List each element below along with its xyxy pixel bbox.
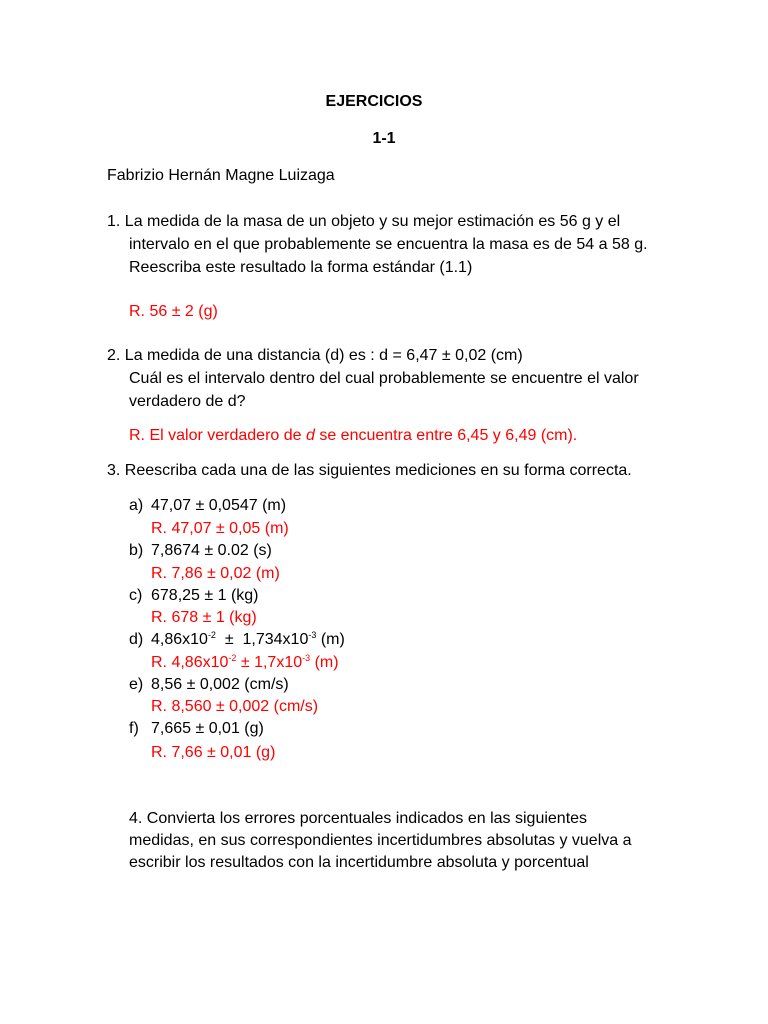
q1-line-2: intervalo en el que probablemente se encuentra la masa es de 54 a 58 g. <box>129 236 648 253</box>
q3-item-d-measure-part-3: (m) <box>316 631 345 648</box>
q1-line-3: Reescriba este resultado la forma estándar (1.1) <box>129 259 473 276</box>
q3-item-d-answer-exponent-1: -2 <box>228 653 237 663</box>
q4-line-1: 4. Convierta los errores porcentuales indicados en las siguientes <box>129 810 588 827</box>
q3-item-d-answer-part-2: ± 1,7x10 <box>236 654 303 671</box>
q3-item-f <box>129 718 264 740</box>
q3-item-f-measure: 7,665 ± 0,01 (g) <box>151 720 264 737</box>
q3-item-a-label: a) <box>129 497 144 514</box>
q3-item-f-answer: R. 7,66 ± 0,01 (g) <box>151 744 276 761</box>
q2-answer-pre: R. El valor verdadero de <box>129 427 306 444</box>
document-subtitle: 1-1 <box>372 130 396 147</box>
q3-item-d-measure-exponent-1: -2 <box>207 630 216 640</box>
q2-answer <box>129 425 577 447</box>
q3-item-c <box>129 585 259 607</box>
q3-item-a-measure: 47,07 ± 0,0547 (m) <box>151 497 287 514</box>
q3-item-d-measure-part-1: 4,86x10 <box>151 631 208 648</box>
q3-item-d-measure-exponent-2: -3 <box>308 630 317 640</box>
q3-item-b-label: b) <box>129 542 144 559</box>
q3-item-e <box>129 674 289 696</box>
q1-answer: R. 56 ± 2 (g) <box>129 303 218 320</box>
q2-line-2: Cuál es el intervalo dentro del cual probablemente se encuentre el valor <box>129 370 639 387</box>
q3-item-e-measure: 8,56 ± 0,002 (cm/s) <box>151 676 289 693</box>
q3-item-d-answer-part-3: (m) <box>310 654 339 671</box>
q2-line-1: 2. La medida de una distancia (d) es : d = 6,47 ± 0,02 (cm) <box>107 347 523 364</box>
q3-item-d-measure-part-2: ± 1,734x10 <box>215 631 309 648</box>
q3-item-d-label: d) <box>129 631 144 648</box>
q3-item-e-answer: R. 8,560 ± 0,002 (cm/s) <box>151 698 319 715</box>
q4-line-3: escribir los resultados con la incertidumbre absoluta y porcentual <box>129 854 589 871</box>
q2-line-3: verdadero de d? <box>129 393 246 410</box>
author-name: Fabrizio Hernán Magne Luizaga <box>107 167 335 184</box>
q3-item-b-measure: 7,8674 ± 0.02 (s) <box>151 542 272 559</box>
q3-item-a-answer: R. 47,07 ± 0,05 (m) <box>151 520 289 537</box>
q3-item-c-measure: 678,25 ± 1 (kg) <box>151 587 259 604</box>
q3-item-d-answer-part-1: R. 4,86x10 <box>151 654 229 671</box>
document-title: EJERCICIOS <box>325 93 423 110</box>
q3-item-d <box>129 629 345 651</box>
q3-item-c-answer: R. 678 ± 1 (kg) <box>151 609 257 626</box>
q3-item-b <box>129 540 272 562</box>
q3-item-d-answer <box>151 652 339 674</box>
q3-item-e-label: e) <box>129 676 144 693</box>
q4-line-2: medidas, en sus correspondientes incertidumbres absolutas y vuelva a <box>129 832 632 849</box>
q3-item-f-label: f) <box>129 720 139 737</box>
q3-line-1: 3. Reescriba cada una de las siguientes mediciones en su forma correcta. <box>107 462 632 479</box>
q1-line-1: 1. La medida de la masa de un objeto y su mejor estimación es 56 g y el <box>107 213 621 230</box>
q3-item-d-answer-exponent-2: -3 <box>302 653 311 663</box>
q3-item-a <box>129 495 286 517</box>
q3-item-b-answer: R. 7,86 ± 0,02 (m) <box>151 565 280 582</box>
q2-answer-variable: d <box>305 427 315 444</box>
q2-answer-post: se encuentra entre 6,45 y 6,49 (cm). <box>314 427 578 444</box>
q3-item-c-label: c) <box>129 587 143 604</box>
